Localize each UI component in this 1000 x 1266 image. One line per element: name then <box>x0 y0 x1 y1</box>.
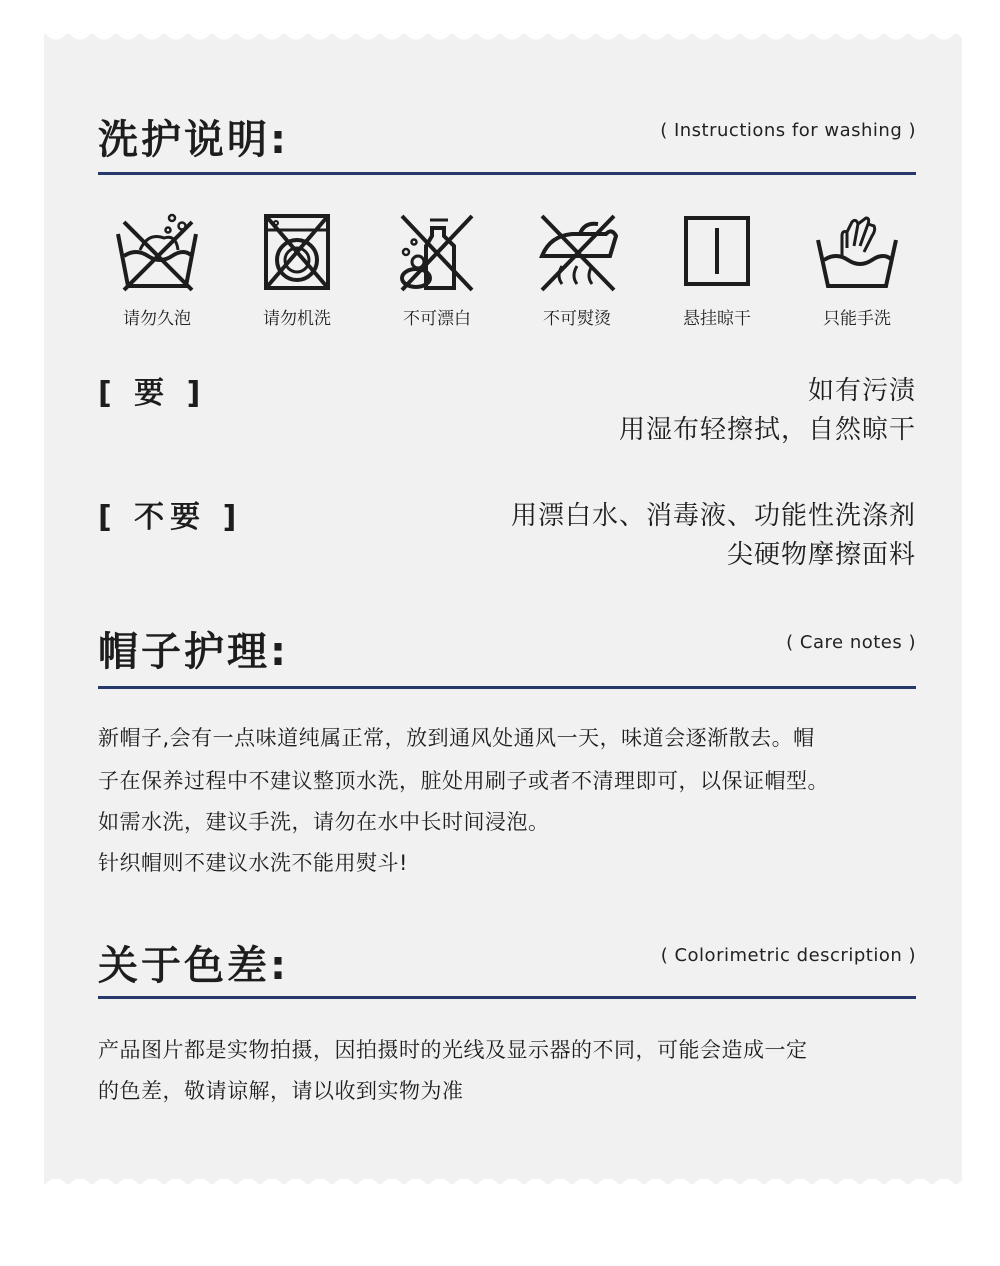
dont-heading: [ 不要 ] <box>98 500 243 535</box>
do-line: 如有污渍 <box>807 376 916 406</box>
no-bleach-icon <box>392 206 482 296</box>
do-heading: [ 要 ] <box>98 376 207 411</box>
no-iron-icon <box>532 206 622 296</box>
washing-title: 洗护说明: <box>98 117 289 163</box>
paper-top-edge <box>44 28 962 50</box>
do-line: 用湿布轻擦拭，自然晾干 <box>618 415 916 445</box>
care-divider <box>98 686 916 689</box>
care-paragraph-line: 如需水洗，建议手洗，请勿在水中长时间浸泡。 <box>98 810 550 834</box>
hand-wash-icon <box>812 206 902 296</box>
color-divider <box>98 996 916 999</box>
color-subtitle: ( Colorimetric description ) <box>660 945 916 966</box>
paper-bottom-margin <box>44 1186 962 1266</box>
no-soak-icon <box>112 206 202 296</box>
care-symbol-no-bleach <box>367 206 507 329</box>
dont-line: 用漂白水、消毒液、功能性洗涤剂 <box>510 501 916 531</box>
icon-label: 不可熨烫 <box>543 309 611 329</box>
dont-line: 尖硬物摩擦面料 <box>726 540 916 570</box>
care-title: 帽子护理: <box>98 629 289 675</box>
care-paragraph-line: 新帽子,会有一点味道纯属正常，放到通风处通风一天，味道会逐渐散去。帽 <box>98 726 815 750</box>
washing-divider <box>98 172 916 175</box>
care-paragraph-line: 针织帽则不建议水洗不能用熨斗! <box>98 851 408 875</box>
care-symbol-no-soak <box>87 206 227 329</box>
care-symbol-no-iron <box>507 206 647 329</box>
icon-label: 只能手洗 <box>823 309 891 329</box>
color-paragraph-line: 的色差，敬请谅解，请以收到实物为准 <box>98 1079 464 1103</box>
no-machine-wash-icon <box>252 206 342 296</box>
color-title: 关于色差: <box>98 943 289 989</box>
icon-label: 请勿机洗 <box>263 309 331 329</box>
hang-dry-icon <box>672 206 762 296</box>
icon-label: 请勿久泡 <box>123 309 191 329</box>
washing-subtitle: ( Instructions for washing ) <box>660 120 916 141</box>
icon-label: 悬挂晾干 <box>683 309 751 329</box>
color-paragraph-line: 产品图片都是实物拍摄，因拍摄时的光线及显示器的不同，可能会造成一定 <box>98 1038 808 1062</box>
icon-label: 不可漂白 <box>403 309 471 329</box>
care-symbol-hang-dry <box>647 206 787 329</box>
care-subtitle: ( Care notes ) <box>786 632 916 653</box>
care-symbol-no-machine-wash <box>227 206 367 329</box>
care-paragraph-line: 子在保养过程中不建议整顶水洗，脏处用刷子或者不清理即可，以保证帽型。 <box>98 769 829 793</box>
care-symbol-hand-wash <box>787 206 927 329</box>
